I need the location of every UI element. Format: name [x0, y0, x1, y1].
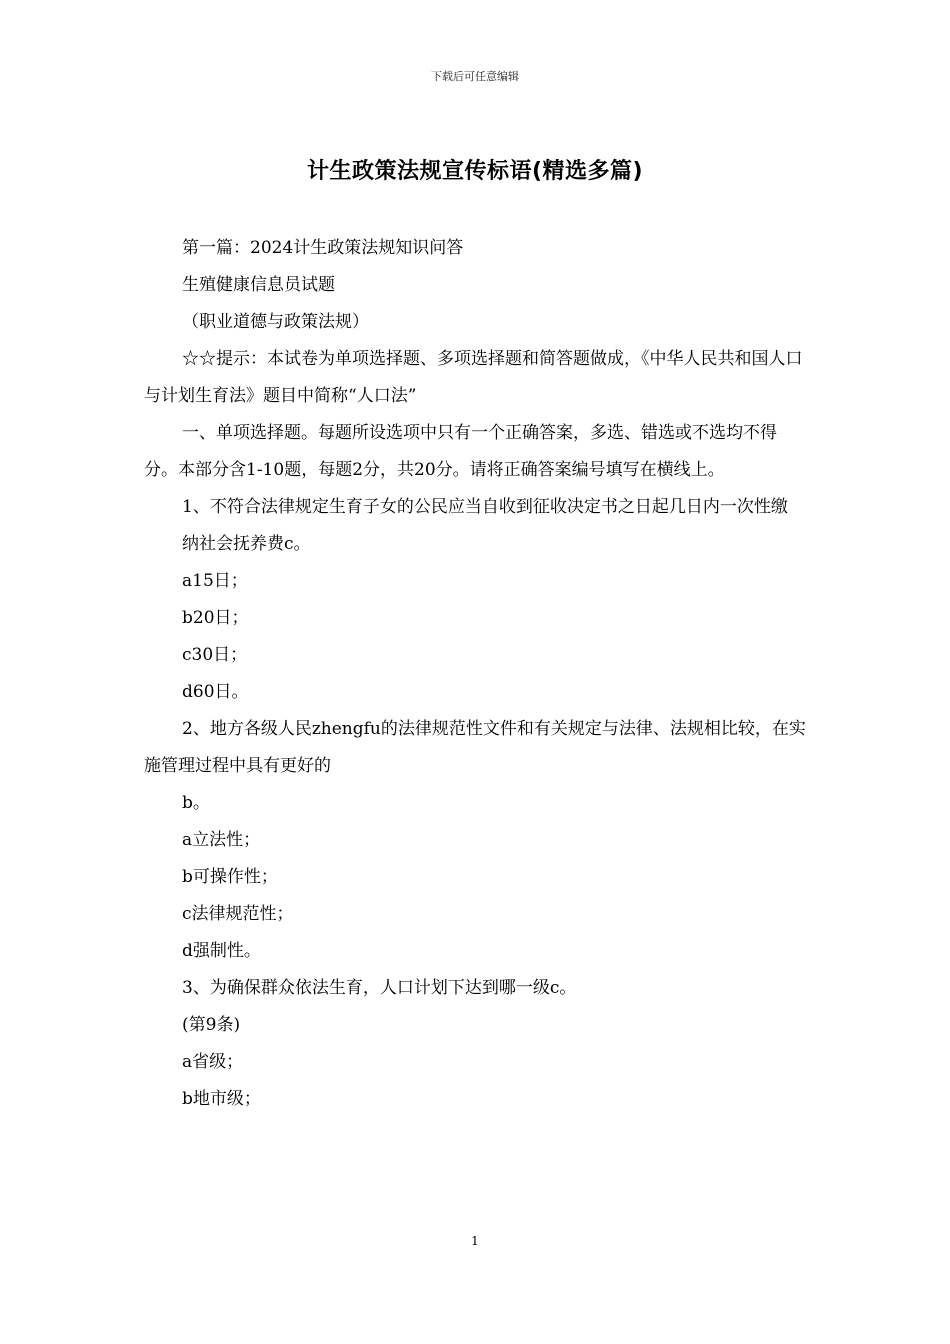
question: 2、地方各级人民zhengfu的法律规范性文件和有关规定与法律、法规相比较，在实施管理过程中具有更好的 [144, 719, 806, 776]
paragraph: (第9条) [182, 1015, 241, 1035]
answer-option: c法律规范性； [182, 904, 294, 924]
document-body [144, 230, 808, 1118]
paragraph: 生殖健康信息员试题 [182, 275, 335, 295]
paragraph: 一、单项选择题。每题所设选项中只有一个正确答案，多选、错选或不选均不得分。本部分含1-10题，每题2分，共20分。请将正确答案编号填写在横线上。 [144, 423, 777, 480]
answer-option: a立法性； [182, 830, 261, 850]
answer-option: c30日； [182, 645, 248, 665]
paragraph: ☆☆提示：本试卷为单项选择题、多项选择题和简答题做成，《中华人民共和国人口与计划生育法》题目中简称“人口法” [144, 349, 803, 406]
answer-option: b地市级； [182, 1089, 261, 1109]
paragraph: b。 [182, 793, 210, 813]
question: 1、不符合法律规定生育子女的公民应当自收到征收决定书之日起几日内一次性缴 [182, 497, 788, 517]
answer-option: b可操作性； [182, 867, 278, 887]
paragraph: （职业道德与政策法规） [182, 312, 369, 332]
section-heading: 第一篇：2024计生政策法规知识问答 [182, 238, 464, 258]
answer-option: a15日； [182, 571, 248, 591]
document-title: 计生政策法规宣传标语(精选多篇) [306, 159, 644, 184]
answer-option: b20日； [182, 608, 249, 628]
answer-option: a省级； [182, 1052, 244, 1072]
header-note: 下载后可任意编辑 [431, 70, 519, 83]
answer-option: d60日。 [182, 682, 249, 702]
question: 3、为确保群众依法生育，人口计划下达到哪一级c。 [182, 978, 577, 998]
answer-option: d强制性。 [182, 941, 261, 961]
page-number: 1 [471, 1234, 479, 1248]
paragraph: 纳社会抚养费c。 [182, 534, 311, 554]
